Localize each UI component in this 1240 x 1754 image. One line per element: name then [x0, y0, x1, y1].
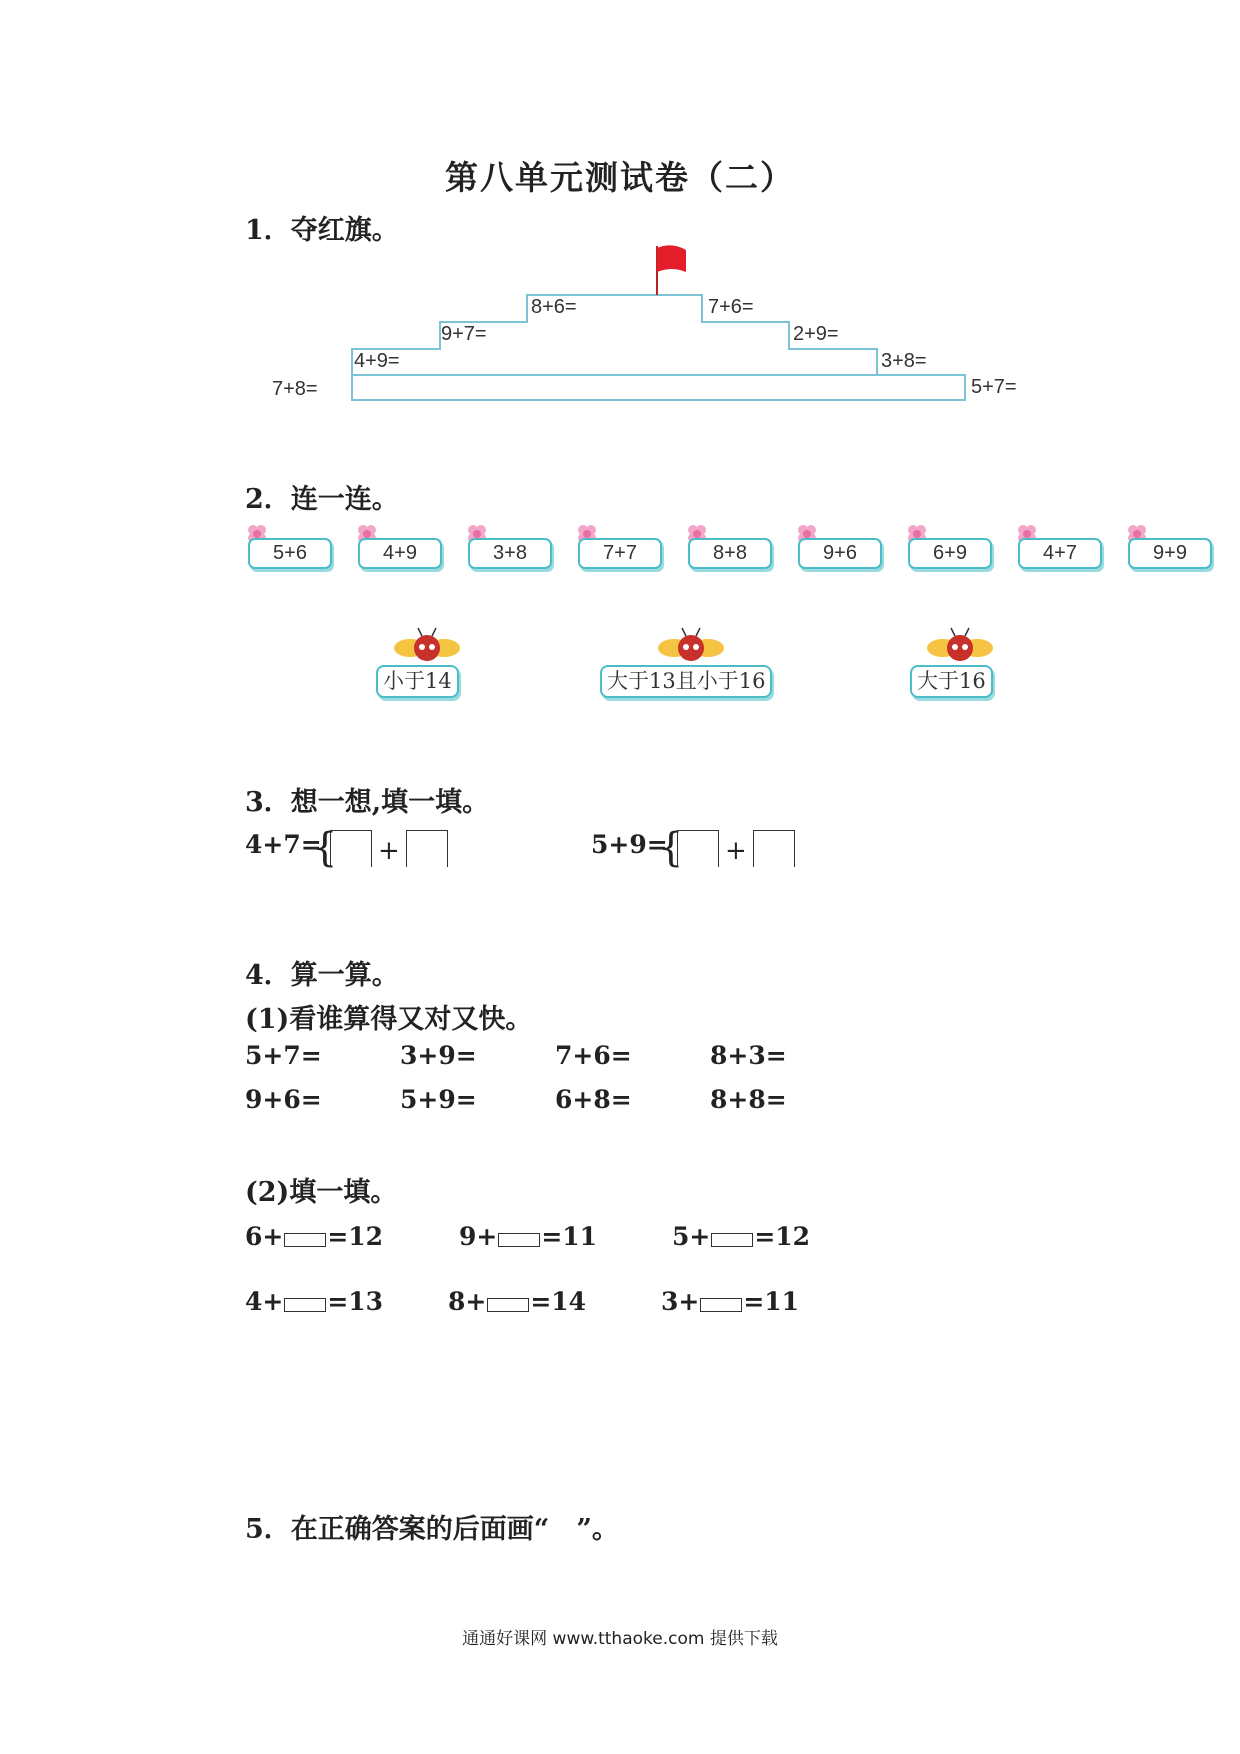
answer-box[interactable]	[753, 830, 795, 867]
fill-expr	[661, 1287, 799, 1316]
brace-icon: {	[312, 825, 338, 871]
fill-expr	[245, 1287, 383, 1316]
calc-expr: 8+8=	[710, 1085, 787, 1114]
q4-part2-heading: (2)填一填。	[245, 1177, 398, 1208]
fill-pre: 9+	[459, 1222, 498, 1251]
step-expr: 9+7=	[441, 323, 487, 345]
step-expr: 7+6=	[708, 296, 754, 318]
fill-expr	[672, 1222, 810, 1251]
fill-blank[interactable]	[487, 1298, 529, 1312]
decompose-expr: 5+9=	[591, 830, 668, 859]
target-label: 大于13且小于16	[600, 665, 772, 698]
connect-card[interactable]: 4+7	[1018, 538, 1102, 569]
connect-card[interactable]: 3+8	[468, 538, 552, 569]
page-title: 第八单元测试卷（二）	[445, 158, 795, 197]
q1-heading: 1．夺红旗。	[245, 215, 399, 246]
fill-pre: 5+	[672, 1222, 711, 1251]
brace-icon: {	[658, 825, 684, 871]
red-flag-icon	[657, 245, 686, 272]
fill-expr	[448, 1287, 586, 1316]
plus-sign: +	[378, 836, 400, 866]
fill-pre: 6+	[245, 1222, 284, 1251]
calc-expr: 6+8=	[555, 1085, 632, 1114]
fill-post: =12	[327, 1222, 384, 1251]
step-expr: 5+7=	[971, 376, 1017, 398]
fill-expr	[459, 1222, 597, 1251]
fill-blank[interactable]	[711, 1233, 753, 1247]
fill-post: =14	[530, 1287, 587, 1316]
step-expr: 7+8=	[272, 378, 318, 400]
bee-icon	[925, 626, 995, 666]
connect-card[interactable]: 5+6	[248, 538, 332, 569]
step-expr: 4+9=	[354, 350, 400, 372]
bee-icon	[392, 626, 462, 666]
calc-expr: 5+7=	[245, 1041, 322, 1070]
footer-text: 通通好课网 www.tthaoke.com 提供下载	[462, 1629, 778, 1649]
fill-expr	[245, 1222, 383, 1251]
plus-sign: +	[725, 836, 747, 866]
q4-part1-heading: (1)看谁算得又对又快。	[245, 1004, 533, 1035]
answer-box[interactable]	[677, 830, 719, 867]
decompose-expr: 4+7=	[245, 830, 322, 859]
connect-card[interactable]: 9+9	[1128, 538, 1212, 569]
fill-post: =11	[743, 1287, 800, 1316]
connect-card[interactable]: 4+9	[358, 538, 442, 569]
step-expr: 3+8=	[881, 350, 927, 372]
fill-blank[interactable]	[284, 1233, 326, 1247]
fill-blank[interactable]	[700, 1298, 742, 1312]
fill-pre: 4+	[245, 1287, 284, 1316]
fill-pre: 8+	[448, 1287, 487, 1316]
connect-card[interactable]: 6+9	[908, 538, 992, 569]
step-expr: 8+6=	[531, 296, 577, 318]
bee-icon	[656, 626, 726, 666]
target-label: 大于16	[910, 665, 993, 698]
fill-blank[interactable]	[498, 1233, 540, 1247]
fill-blank[interactable]	[284, 1298, 326, 1312]
fill-post: =13	[327, 1287, 384, 1316]
calc-expr: 5+9=	[400, 1085, 477, 1114]
calc-expr: 8+3=	[710, 1041, 787, 1070]
answer-box[interactable]	[330, 830, 372, 867]
q2-heading: 2．连一连。	[245, 484, 399, 515]
calc-expr: 9+6=	[245, 1085, 322, 1114]
q3-heading: 3．想一想,填一填。	[245, 787, 490, 818]
answer-box[interactable]	[406, 830, 448, 867]
stair-diagram	[0, 0, 1240, 420]
connect-card[interactable]: 7+7	[578, 538, 662, 569]
step-expr: 2+9=	[793, 323, 839, 345]
stair-outline	[352, 295, 965, 400]
fill-post: =12	[754, 1222, 811, 1251]
fill-post: =11	[541, 1222, 598, 1251]
calc-expr: 7+6=	[555, 1041, 632, 1070]
connect-card[interactable]: 8+8	[688, 538, 772, 569]
connect-card[interactable]: 9+6	[798, 538, 882, 569]
target-label: 小于14	[376, 665, 459, 698]
fill-pre: 3+	[661, 1287, 700, 1316]
q5-heading: 5．在正确答案的后面画“ ”。	[245, 1514, 619, 1545]
q4-heading: 4．算一算。	[245, 960, 399, 991]
calc-expr: 3+9=	[400, 1041, 477, 1070]
